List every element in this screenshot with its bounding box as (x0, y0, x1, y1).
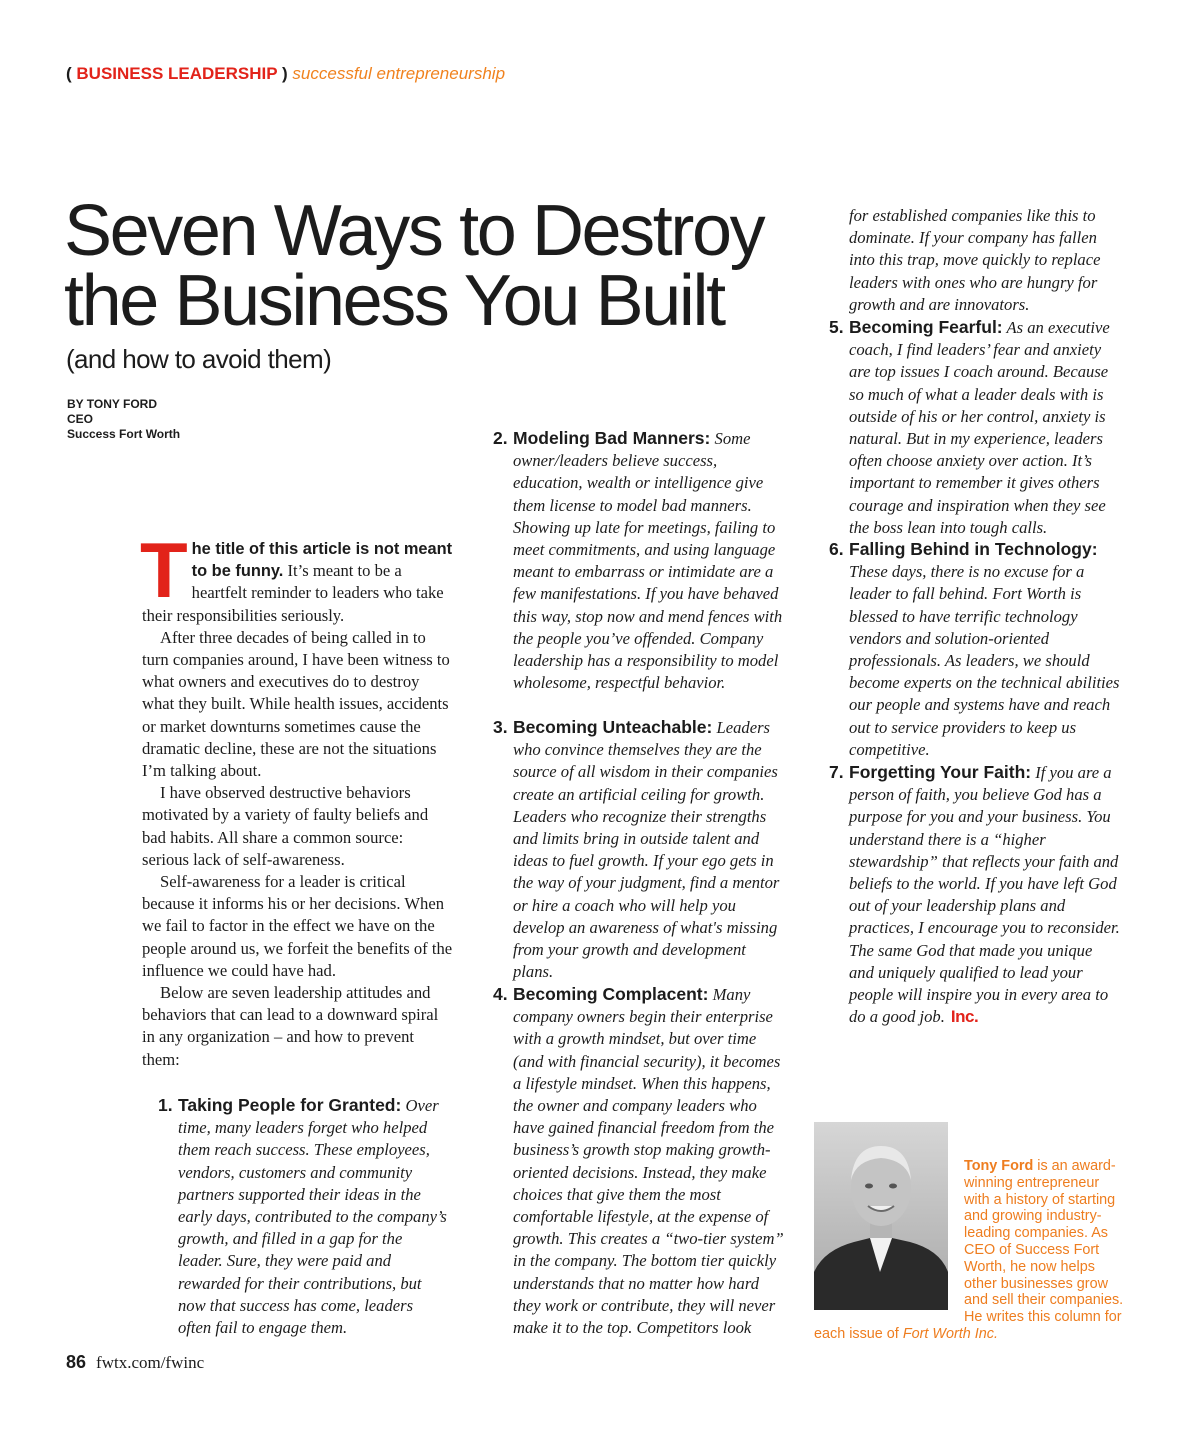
body-paragraph-1: After three decades of being called in to turn companies around, I have been witness to what owners and executives do to destroy what they built. While health issues, accidents or market downturns sometimes cause the dramatic decline, these are not the situations I’m talking about. (142, 627, 450, 781)
list-item (493, 983, 785, 1339)
end-mark-logo: Inc. (950, 1007, 979, 1027)
item-text: If you are a person of faith, you believe God has a purpose for you and your business. You understand there is a “higher stewardship” that reflects your faith and beliefs to the world. If you have left God out of your leadership plans and practices, I encourage you to reconsider. The same God that made you unique and uniquely qualified to lead your people will inspire you in every area to do a good job. (849, 763, 1120, 1027)
list-item (493, 716, 785, 983)
title-line-2: the Business You Built (64, 261, 724, 341)
item-heading: Becoming Fearful: (849, 317, 1003, 337)
page-footer (66, 1352, 204, 1373)
section-subcategory: successful entrepreneurship (292, 64, 506, 83)
item-text: Leaders who convince themselves they are the source of all wisdom in their companies create an artificial ceiling for growth. Leaders who recognize their strengths and limits bring in outside talent and ideas to fuel growth. If your ego gets in the way of your judgment, find a mentor or hire a coach who will help you develop an awareness of what's missing from your growth and development plans. (513, 718, 780, 982)
body-paragraph-4: Below are seven leadership attitudes and behaviors that can lead to a downward spiral in any organization – and how to prevent them: (142, 983, 439, 1069)
item-number: 7. (829, 762, 844, 782)
list-item (829, 316, 1121, 539)
author-bio (814, 1158, 1124, 1343)
item-heading: Becoming Unteachable: (513, 717, 713, 737)
footer-url[interactable]: fwtx.com/fwinc (96, 1353, 205, 1372)
item-heading: Forgetting Your Faith: (849, 762, 1032, 782)
item-text: Some owner/leaders believe success, education, wealth or intelligence give them license to model bad manners. Showing up late for meetings, failing to meet commitments, and using language meant to embarrass or intimidate are a few manifestations. If you have behaved this way, stop now and mend fences with the people you’ve offended. Company leadership has a responsibility to model wholesome, respectful behavior. (513, 429, 783, 693)
bio-photo-spacer (814, 1158, 964, 1310)
item-number: 5. (829, 317, 844, 337)
item-number: 4. (493, 984, 508, 1004)
byline-author: BY TONY FORD (67, 397, 158, 411)
body-paragraph-2: I have observed destructive behaviors motivated by a variety of faulty beliefs and bad habits. All share a common source: serious lack of self-awareness. (142, 783, 429, 869)
list-item (493, 427, 785, 694)
bio-name: Tony Ford (964, 1158, 1034, 1174)
drop-cap: T (140, 526, 188, 614)
page-number: 86 (66, 1352, 87, 1372)
item-text: As an executive coach, I find leaders’ fear and anxiety are top issues I coach around. Because so much of what a leader deals with is outside of his or her control, anxiety is natural. But in my experience, leaders often choose anxiety over action. It’s important to remember it gives others courage and inspiration when they see the boss lean into tough calls. (849, 318, 1110, 537)
item-number: 6. (829, 539, 844, 559)
byline-company: Success Fort Worth (67, 427, 181, 441)
intro-paragraph (140, 526, 454, 627)
item-text: Over time, many leaders forget who helped them reach success. These employees, vendors, customers and community partners supported their ideas in the early days, contributed to the company’s growth, and filled in a gap for the leader. Sure, they were paid and rewarded for their contributions, but now that success has come, leaders often fail to engage them. (178, 1096, 447, 1338)
item-heading: Falling Behind in Technology: (849, 539, 1098, 559)
open-paren: ( (66, 64, 77, 83)
byline-title: CEO (67, 412, 94, 426)
section-header (66, 64, 505, 84)
item-number: 2. (493, 428, 508, 448)
item-text: Many company owners begin their enterprise with a growth mindset, but over time (and with financial security), it becomes a lifestyle mindset. When this happens, the owner and company leaders who have gained financial freedom from the business’s growth stop making growth-oriented decisions. Instead, they make choices that give them the most comfortable lifestyle, at the expense of growth. This creates a “two-tier system” in the company. The bottom tier quickly understands that no matter how hard they work or contribute, they will never make it to the top. Competitors look (513, 985, 784, 1338)
list-item (829, 538, 1121, 761)
list-item (158, 1094, 448, 1339)
list-item-continued: for established companies like this to dominate. If your company has fallen into this trap, move quickly to replace leaders with ones who are hungry for growth and are innovators. (849, 206, 1101, 314)
item-heading: Becoming Complacent: (513, 984, 709, 1004)
body-paragraph-3: Self-awareness for a leader is critical because it informs his or her decisions. When we fail to factor in the effect we have on the people around us, we forfeit the benefits of the influence we could have had. (142, 872, 453, 980)
bio-publication: Fort Worth Inc. (902, 1325, 998, 1342)
item-number: 3. (493, 717, 508, 737)
close-paren: ) (277, 64, 293, 83)
item-text: These days, there is no excuse for a leader to fall behind. Fort Worth is blessed to have terrific technology vendors and solution-oriented professionals. As leaders, we should become experts on the technical abilities our people and systems have and reach out to service providers to keep us competitive. (849, 562, 1120, 759)
title-line-1: Seven Ways to Destroy (64, 191, 764, 271)
item-heading: Modeling Bad Manners: (513, 428, 711, 448)
byline (67, 397, 180, 442)
section-name: BUSINESS LEADERSHIP (76, 64, 278, 83)
article-intro (140, 526, 454, 1071)
bio-text: is an award-winning entrepreneur with a history of starting and growing industry-leading companies. As CEO of Success Fort Worth, he now helps other businesses grow and sell their companies. He writes this column for each issue of (814, 1158, 1124, 1342)
item-heading: Taking People for Granted: (178, 1095, 402, 1115)
item-number: 1. (158, 1095, 173, 1115)
lead-in: he title of this article is not meant to be funny. (191, 540, 453, 581)
intro-rest: It’s meant to be a heartfelt reminder to leaders who take their responsibilities seriously. (142, 561, 444, 625)
list-item (829, 761, 1121, 1028)
article-title (64, 191, 784, 341)
article-subtitle: (and how to avoid them) (66, 344, 332, 374)
